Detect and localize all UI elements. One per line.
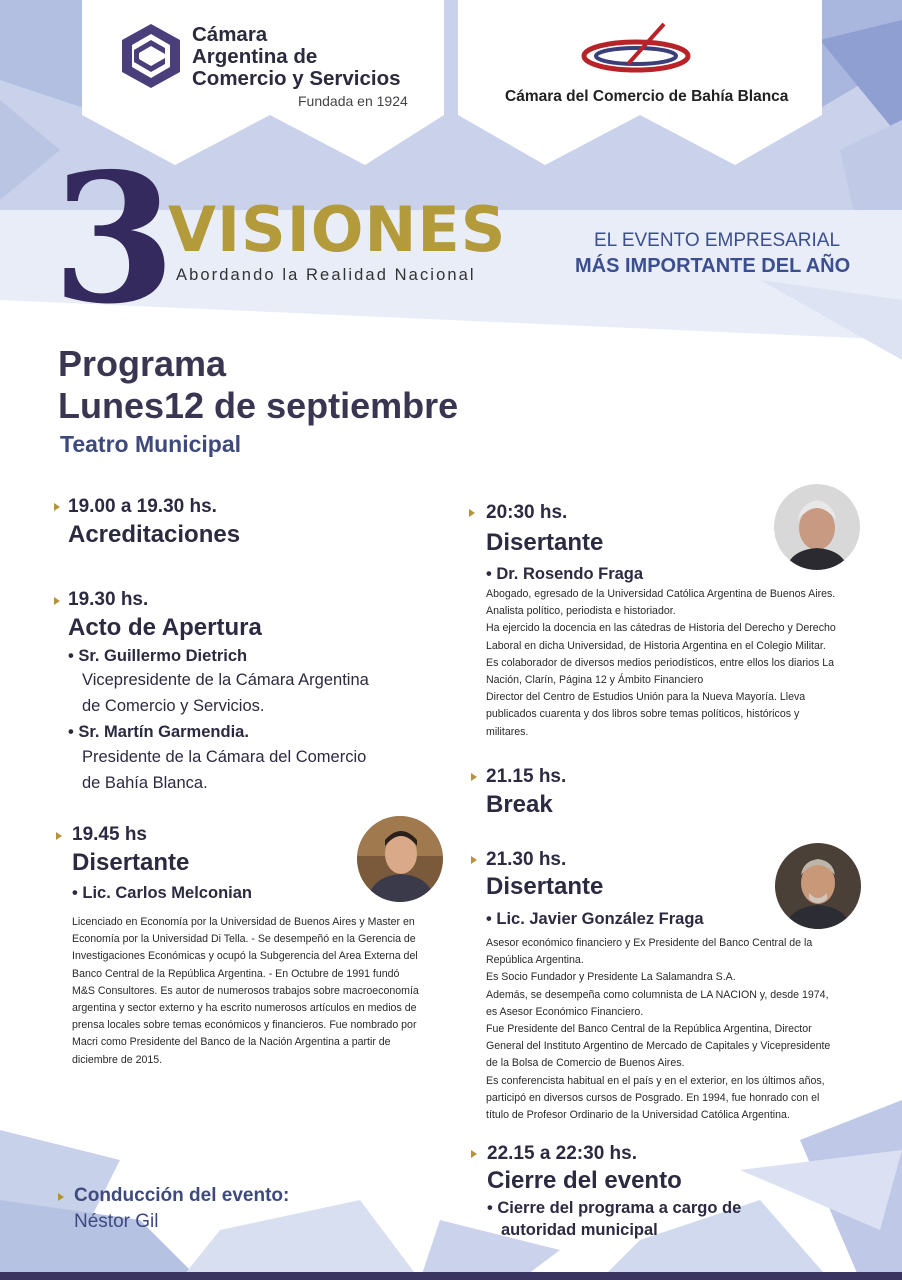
bio-line: Nación, Clarín, Página 12 y Ámbito Financiero — [486, 674, 704, 687]
arrow-icon — [469, 509, 475, 517]
apertura-speaker-1-desc — [82, 668, 369, 719]
bottom-bar — [0, 1272, 902, 1280]
melconian-photo — [357, 816, 443, 902]
arrow-icon — [54, 597, 60, 605]
apertura-speaker-1: • Sr. Guillermo Dietrich — [68, 647, 248, 665]
evento-line-1: EL EVENTO EMPRESARIAL — [594, 230, 841, 251]
bio-line: Licenciado en Economía por la Universidad de Buenos Aires y Master en — [72, 916, 415, 928]
melconian-time: 19.45 hs — [72, 824, 147, 845]
bio-line: Además, se desempeña como columnista de LA NACION y, desde 1974, — [486, 988, 829, 1001]
fraga-name: • Dr. Rosendo Fraga — [486, 565, 644, 583]
arrow-icon — [54, 503, 60, 511]
bio-line: Es conferencista habitual en el país y en el exterior, en los últimos años, — [486, 1074, 825, 1087]
bio-line: de la Bolsa de Comercio de Buenos Aires. — [486, 1057, 685, 1070]
gonzalez-photo — [775, 843, 861, 929]
programa-date: Lunes12 de septiembre — [58, 385, 459, 426]
programa-heading: Programa — [58, 343, 227, 384]
cierre-line: autoridad municipal — [501, 1221, 658, 1239]
gonzalez-time: 21.30 hs. — [486, 849, 567, 870]
fraga-time: 20:30 hs. — [486, 502, 568, 523]
bio-line: Macri como Presidente del Banco de la Nación Argentina a partir de — [72, 1036, 391, 1049]
arrow-icon — [471, 1150, 477, 1158]
bio-line: Fue Presidente del Banco Central de la República Argentina, Director — [486, 1023, 812, 1036]
melconian-bio — [72, 914, 452, 1069]
desc-line: Vicepresidente de la Cámara Argentina — [82, 671, 369, 689]
bio-line: Ha ejercido la docencia en las cátedras de Historia del Derecho y Derecho — [486, 622, 836, 635]
apertura-title: Acto de Apertura — [68, 614, 262, 641]
camara-argentina-name — [192, 24, 401, 90]
camara-line: Argentina de — [192, 45, 318, 68]
camara-line: Comercio y Servicios — [192, 67, 401, 90]
camara-line: Cámara — [192, 23, 268, 46]
arrow-icon — [56, 832, 62, 840]
bio-line: General del Instituto Argentino de Mercado de Capitales y Vicepresidente — [486, 1040, 831, 1053]
cierre-line: • Cierre del programa a cargo de — [487, 1199, 742, 1217]
arrow-icon — [58, 1193, 64, 1201]
bio-line: Es colaborador de diversos medios periodísticos, entre ellos los diarios La — [486, 656, 835, 669]
arrow-icon — [471, 773, 477, 781]
title-number: 3 — [52, 134, 172, 343]
bio-line: diciembre de 2015. — [72, 1053, 163, 1066]
bio-line: participó en diversos cursos de Posgrado. En 1994, fue honrado con el — [486, 1091, 820, 1104]
bio-line: argentina y sector externo y ha escrito numerosos artículos en medios de — [72, 1002, 417, 1015]
conduccion-title: Conducción del evento: — [74, 1185, 290, 1206]
melconian-title: Disertante — [72, 849, 190, 876]
cierre-bullet — [487, 1197, 741, 1241]
title-word: VISIONES — [168, 193, 507, 266]
cac-logo-icon — [120, 22, 182, 90]
desc-line: de Bahía Blanca. — [82, 773, 208, 792]
bahia-blanca-name: Cámara del Comercio de Bahía Blanca — [505, 88, 789, 105]
gonzalez-title: Disertante — [486, 873, 604, 900]
bio-line: prensa locales sobre temas económicos y financieros. Fue nombrado por — [72, 1019, 417, 1032]
bio-line: Investigaciones Económicas y ocupó la Subgerencia del Area Externa del — [72, 950, 418, 963]
bio-line: Director del Centro de Estudios Unión para la Nueva Mayoría. Lleva — [486, 691, 806, 704]
desc-line: Presidente de la Cámara del Comercio — [82, 748, 367, 766]
fundada-text: Fundada en 1924 — [298, 93, 408, 109]
bio-line: M&S Consultores. Es autor de numerosos trabajos sobre macroeconomía — [72, 984, 419, 997]
desc-line: de Comercio y Servicios. — [82, 696, 265, 715]
bio-line: Asesor económico financiero y Ex Presidente del Banco Central de la — [486, 937, 813, 949]
apertura-speaker-2: • Sr. Martín Garmendia. — [68, 723, 249, 741]
fraga-bio — [486, 586, 866, 741]
bio-line: publicados cuarenta y dos libros sobre temas políticos, históricos y — [486, 708, 800, 721]
break-time: 21.15 hs. — [486, 766, 567, 787]
bahia-blanca-logo-icon — [580, 20, 692, 78]
melconian-name: • Lic. Carlos Melconian — [72, 884, 252, 902]
apertura-time: 19.30 hs. — [68, 589, 149, 610]
bio-line: Banco Central de la República Argentina. - En Octubre de 1991 fundó — [72, 967, 400, 980]
break-title: Break — [486, 791, 553, 818]
gonzalez-bio — [486, 935, 866, 1124]
conduccion-name: Néstor Gil — [74, 1211, 159, 1232]
bio-line: título de Profesor Ordinario de la Universidad Católica Argentina. — [486, 1109, 790, 1122]
bio-line: es Asesor Económico Financiero. — [486, 1005, 644, 1018]
bio-line: Analista político, periodista e historiador. — [486, 605, 676, 618]
cierre-title: Cierre del evento — [487, 1167, 682, 1194]
programa-venue: Teatro Municipal — [60, 431, 242, 457]
gonzalez-name: • Lic. Javier González Fraga — [486, 910, 704, 928]
tagline: Abordando la Realidad Nacional — [176, 266, 476, 284]
bio-line: militares. — [486, 725, 529, 738]
evento-line-2: MÁS IMPORTANTE DEL AÑO — [575, 255, 851, 277]
apertura-speaker-2-desc — [82, 745, 366, 796]
bio-line: Es Socio Fundador y Presidente La Salamandra S.A. — [486, 971, 736, 984]
bio-line: Laboral en dicha Universidad, de Historia Argentina en el Colegio Militar. — [486, 639, 826, 652]
fraga-photo — [774, 484, 860, 570]
fraga-title: Disertante — [486, 529, 604, 556]
bio-line: Economía por la Universidad Di Tella. - Se desempeñó en la Gerencia de — [72, 933, 416, 946]
acred-title: Acreditaciones — [68, 521, 241, 548]
bio-line: República Argentina. — [486, 954, 584, 967]
bio-line: Abogado, egresado de la Universidad Católica Argentina de Buenos Aires. — [486, 588, 836, 600]
cierre-time: 22.15 a 22:30 hs. — [487, 1143, 637, 1164]
acred-time: 19.00 a 19.30 hs. — [68, 496, 217, 517]
arrow-icon — [471, 856, 477, 864]
